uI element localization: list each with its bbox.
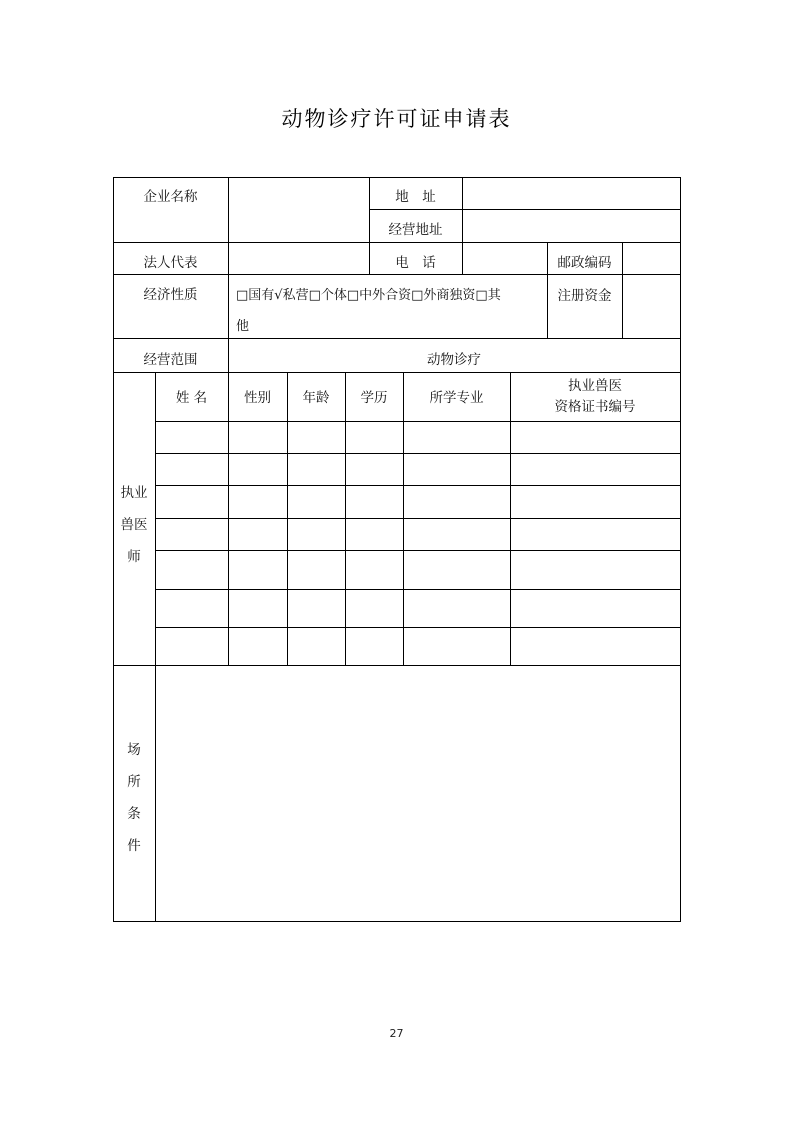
business-scope-value: 动物诊疗 bbox=[427, 352, 481, 368]
vet-section-label bbox=[113, 484, 155, 566]
table-row[interactable] bbox=[156, 422, 680, 453]
premises-label-char: 件 bbox=[127, 838, 141, 854]
enterprise-name-label: 企业名称 bbox=[143, 189, 198, 205]
premises-field[interactable] bbox=[156, 666, 680, 921]
premises-label-char: 所 bbox=[127, 774, 141, 790]
economic-nature-label: 经济性质 bbox=[143, 287, 198, 303]
phone-field[interactable] bbox=[463, 243, 546, 273]
address-label: 地 址 bbox=[395, 189, 436, 205]
table-row[interactable] bbox=[156, 519, 680, 550]
header-cert bbox=[510, 377, 680, 416]
phone-label: 电 话 bbox=[395, 255, 436, 271]
address-field[interactable] bbox=[463, 178, 679, 208]
table-row[interactable] bbox=[156, 590, 680, 627]
postcode-label: 邮政编码 bbox=[557, 255, 612, 271]
page-number: 27 bbox=[389, 1027, 404, 1040]
registered-capital-field[interactable] bbox=[623, 275, 679, 337]
economic-nature-options-continued: 他 bbox=[236, 319, 250, 334]
row-divider bbox=[113, 274, 681, 275]
vet-section-label-line: 执业 bbox=[120, 485, 148, 501]
postcode-field[interactable] bbox=[623, 243, 679, 273]
enterprise-name-field[interactable] bbox=[229, 178, 368, 241]
registered-capital-label: 注册资金 bbox=[557, 288, 612, 304]
header-cert-line: 资格证书编号 bbox=[554, 399, 636, 415]
header-name: 姓 名 bbox=[175, 390, 208, 406]
table-border-bottom bbox=[113, 921, 681, 922]
header-cert-line: 执业兽医 bbox=[568, 378, 622, 394]
business-scope-label: 经营范围 bbox=[143, 352, 198, 368]
header-education: 学历 bbox=[360, 390, 388, 406]
page-title: 动物诊疗许可证申请表 bbox=[281, 107, 512, 131]
row-divider bbox=[113, 242, 681, 243]
business-address-field[interactable] bbox=[463, 210, 679, 241]
header-age: 年龄 bbox=[302, 390, 330, 406]
table-row[interactable] bbox=[156, 486, 680, 518]
premises-label-char: 场 bbox=[127, 742, 141, 758]
table-row[interactable] bbox=[156, 551, 680, 589]
legal-rep-label: 法人代表 bbox=[143, 255, 198, 271]
legal-rep-field[interactable] bbox=[229, 243, 368, 273]
economic-nature-options[interactable]: □国有√私营□个体□中外合资□外商独资□其 bbox=[236, 288, 501, 303]
table-row[interactable] bbox=[156, 454, 680, 485]
header-gender: 性别 bbox=[244, 390, 271, 406]
business-address-label: 经营地址 bbox=[388, 222, 443, 238]
vet-section-label-line: 师 bbox=[127, 549, 141, 565]
table-row[interactable] bbox=[156, 628, 680, 665]
row-divider bbox=[113, 338, 681, 339]
premises-label bbox=[113, 741, 155, 855]
premises-label-char: 条 bbox=[127, 806, 141, 822]
row-divider bbox=[113, 372, 681, 373]
header-major: 所学专业 bbox=[429, 390, 484, 406]
vet-section-label-line: 兽医 bbox=[120, 517, 148, 533]
